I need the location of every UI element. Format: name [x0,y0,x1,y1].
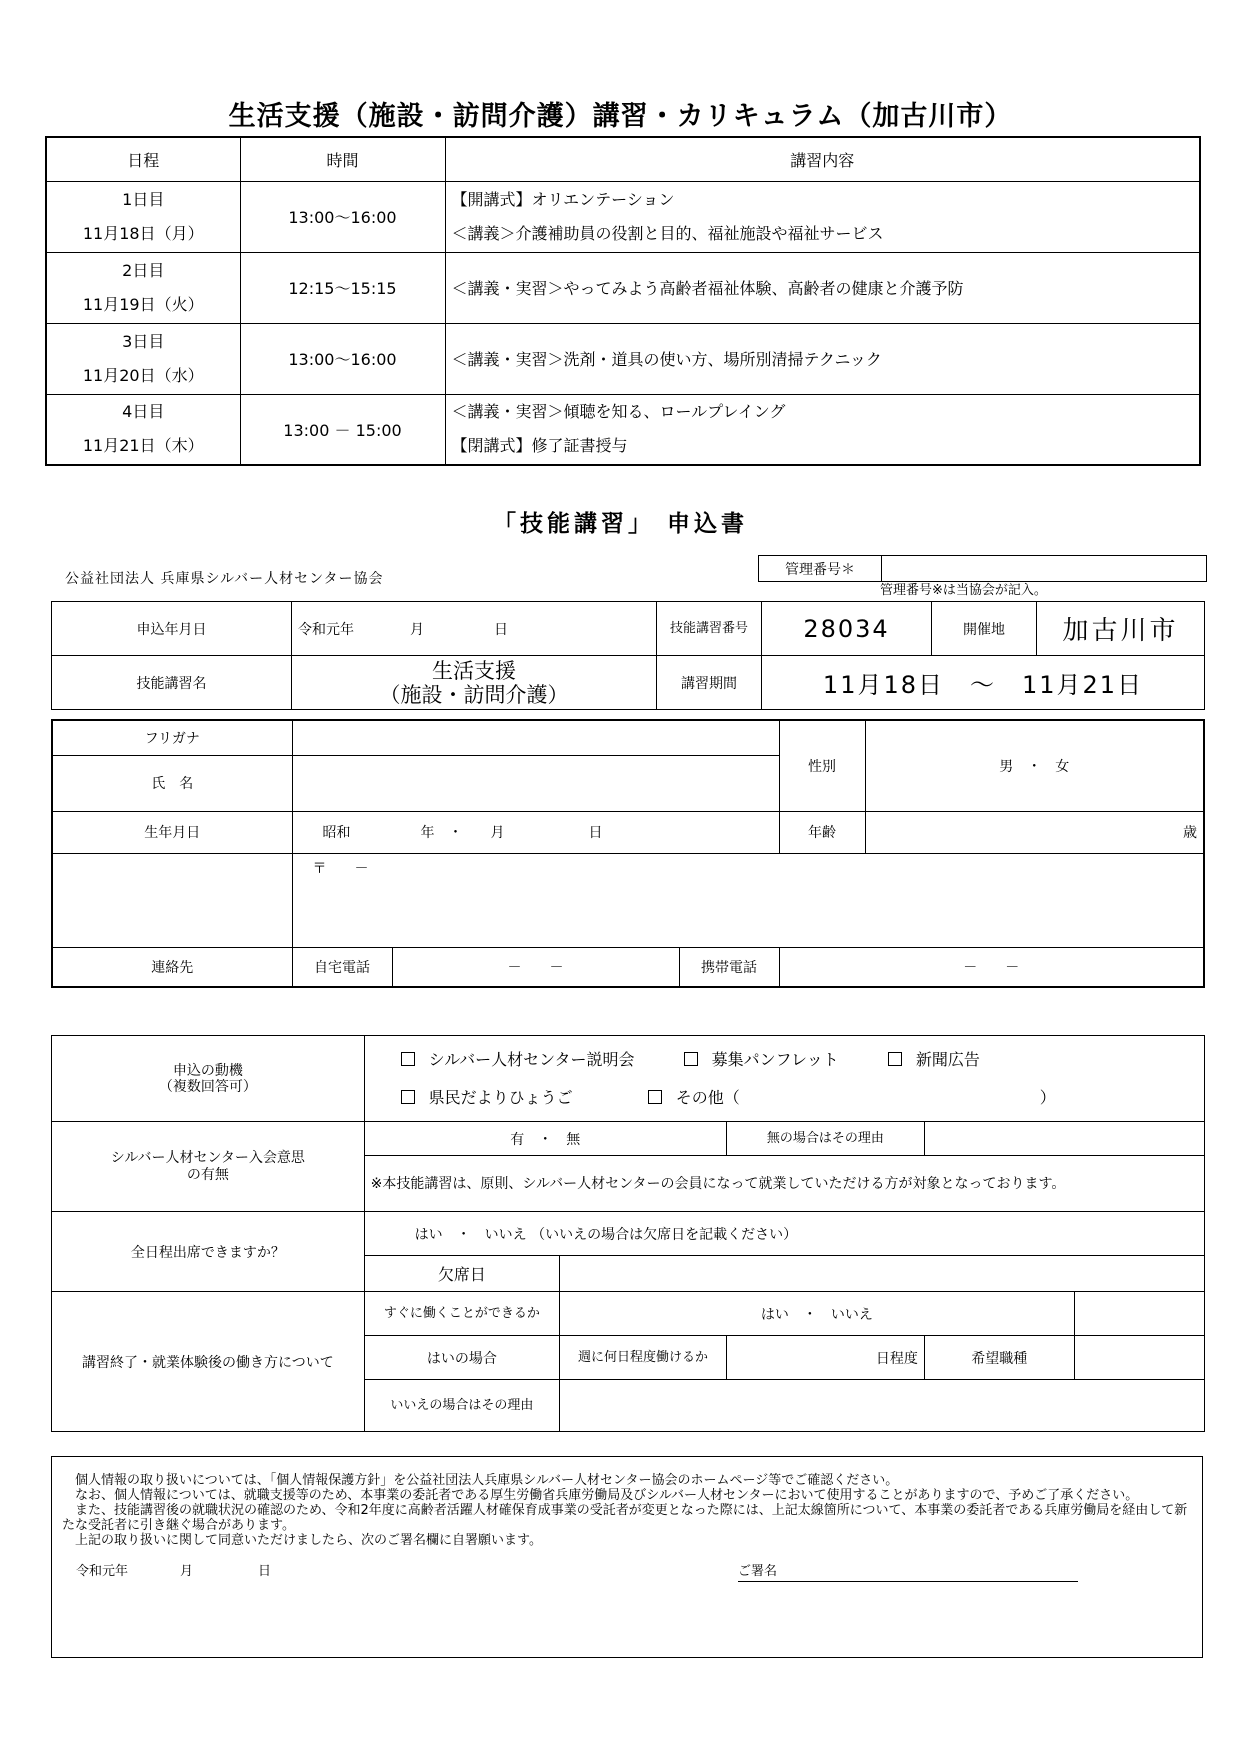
work-now-select[interactable]: はい ・ いいえ [560,1292,1075,1336]
contact-label: 連絡先 [52,947,292,987]
header-time: 時間 [240,137,445,181]
organization-name: 公益社団法人 兵庫県シルバー人材センター協会 [65,571,384,587]
management-number-label: 管理番号＊ [759,556,882,582]
consent-date-field[interactable]: 令和元年 月 日 [76,1564,272,1579]
venue: 加古川市 [1037,602,1205,656]
day: 1日目 [122,189,165,209]
content-line: ＜講義・実習＞やってみよう高齢者福祉体験、高齢者の健康と介護予防 [445,252,1200,323]
management-number-note: 管理番号※は当協会が記入。 [880,583,1047,598]
option-newspaper: 新聞広告 [915,1049,980,1069]
course-name: 生活支援 [432,658,516,683]
content-line: ＜講義・実習＞傾聴を知る、ロールプレイング [451,402,786,422]
absent-day-label: 欠席日 [364,1256,559,1292]
date: 11月18日（月） [82,223,204,243]
signature-label: ご署名 [738,1564,778,1579]
mobile-phone-label: 携帯電話 [679,947,779,987]
date: 11月19日（火） [82,294,204,314]
motivation-label-sub: （複数回答可） [158,1078,257,1095]
name-field[interactable] [292,755,779,811]
curriculum-header-row [46,137,1200,181]
option-prefecture-news: 県民だよりひょうご [428,1087,573,1107]
work-now-extra-field[interactable] [1074,1292,1204,1336]
join-reason-field[interactable] [924,1122,1204,1156]
time: 13:00～16:00 [240,323,445,394]
join-intent-select[interactable]: 有 ・ 無 [364,1122,726,1156]
apply-date-field[interactable]: 令和元年 月 日 [292,602,657,656]
birth-field[interactable]: 昭和 年 ・ 月 日 [292,811,779,853]
sex-label: 性別 [779,720,865,811]
checkbox-other[interactable] [648,1090,662,1104]
curriculum-row [46,252,1200,323]
day: 2日目 [122,260,165,280]
time: 13:00 － 15:00 [240,394,445,465]
curriculum-row [46,394,1200,465]
address-field[interactable] [292,883,1204,947]
join-intent-label-sub: の有無 [186,1166,229,1183]
venue-label: 開催地 [932,602,1037,656]
curriculum-row [46,323,1200,394]
course-name-label: 技能講習名 [52,656,292,710]
if-no-label: いいえの場合はその理由 [364,1380,559,1432]
job-wish-label: 希望職種 [924,1336,1074,1380]
postal-code-field[interactable]: 〒 － [292,853,1204,883]
date: 11月21日（木） [82,436,204,456]
content-line: ＜講義・実習＞洗剤・道具の使い方、場所別清掃テクニック [445,323,1200,394]
home-phone-field[interactable]: － － [392,947,679,987]
join-reason-label: 無の場合はその理由 [726,1122,924,1156]
date: 11月20日（水） [82,365,204,385]
course-name-sub: （施設・訪問介護） [379,682,569,707]
option-seminar: シルバー人材センター説明会 [428,1049,635,1069]
privacy-paragraph: また、技能講習後の就職状況の確認のため、令和2年度に高齢者活躍人材確保育成事業の受託者が変更となった際には、上記太線箇所について、本事業の委託者である兵庫労働局を経由して新たな受託者に引き継ぐ場合があります。 [62,1503,1188,1533]
form-title: 「技能講習」 申込書 [492,511,748,537]
day: 4日目 [122,402,165,422]
checkbox-seminar[interactable] [401,1052,415,1066]
privacy-paragraph: 上記の取り扱いに関して同意いただけましたら、次のご署名欄に自署願います。 [62,1533,542,1548]
apply-date-label: 申込年月日 [52,602,292,656]
checkbox-prefecture-news[interactable] [401,1090,415,1104]
motivation-label: 申込の動機 [172,1062,243,1079]
absent-day-field[interactable] [560,1256,1205,1292]
time: 13:00～16:00 [240,181,445,252]
if-yes-label: はいの場合 [364,1336,559,1380]
curriculum-title: 生活支援（施設・訪問介護）講習・カリキュラム（加古川市） [228,101,1013,132]
option-pamphlet: 募集パンフレット [711,1049,839,1069]
content-line: 【閉講式】修了証書授与 [451,436,628,456]
sex-select[interactable]: 男 ・ 女 [865,720,1204,811]
curriculum-row [46,181,1200,252]
attendance-label: 全日程出席できますか？ [52,1212,365,1292]
option-other-close: ） [1039,1087,1056,1107]
personal-info-table [51,719,1205,988]
curriculum-table [45,136,1201,466]
name-label: 氏 名 [52,755,292,811]
day: 3日目 [122,331,165,351]
application-details-table [51,1035,1205,1432]
period-label: 講習期間 [657,656,762,710]
work-now-label: すぐに働くことができるか [364,1292,559,1336]
privacy-paragraph: なお、個人情報については、就職支援等のため、本事業の委託者である厚生労働省兵庫労働局及びシルバー人材センターにおいて使用することがありますので、予めご了承ください。 [62,1488,1139,1503]
header-schedule: 日程 [46,137,240,181]
after-course-label: 講習終了・就業体験後の働き方について [52,1292,365,1432]
course-number: 28034 [762,602,932,656]
home-phone-label: 自宅電話 [292,947,392,987]
join-intent-label: シルバー人材センター入会意思 [110,1149,305,1166]
furigana-field[interactable] [292,720,779,755]
address-label [52,853,292,947]
job-wish-field[interactable] [1074,1336,1204,1380]
attendance-select[interactable]: はい ・ いいえ （いいえの場合は欠席日を記載ください） [364,1212,1204,1256]
course-number-label: 技能講習番号 [657,602,762,656]
management-number-box [758,555,1207,582]
checkbox-pamphlet[interactable] [684,1052,698,1066]
time: 12:15～15:15 [240,252,445,323]
management-number-field[interactable] [882,556,1207,582]
if-no-reason-field[interactable] [560,1380,1205,1432]
furigana-label: フリガナ [52,720,292,755]
privacy-paragraph: 個人情報の取り扱いについては、「個人情報保護方針」を公益社団法人兵庫県シルバー人材センター協会のホームページ等でご確認ください。 [62,1473,899,1488]
privacy-notice [51,1456,1203,1658]
days-per-week-field[interactable]: 日程度 [726,1336,924,1380]
days-per-week-label: 週に何日程度働けるか [560,1336,727,1380]
signature-field[interactable] [738,1581,1078,1582]
age-label: 年齢 [779,811,865,853]
course-period: 11月18日 ～ 11月21日 [762,656,1205,710]
content-line: 【開講式】オリエンテーション [451,189,675,209]
birth-label: 生年月日 [52,811,292,853]
join-note: ※本技能講習は、原則、シルバー人材センターの会員になって就業していただける方が対象となっております。 [364,1156,1204,1212]
mobile-phone-field[interactable]: － － [779,947,1204,987]
header-content: 講習内容 [445,137,1200,181]
age-field[interactable]: 歳 [865,811,1204,853]
checkbox-newspaper[interactable] [888,1052,902,1066]
option-other: その他（ [675,1087,740,1107]
content-line: ＜講義＞介護補助員の役割と目的、福祉施設や福祉サービス [451,223,884,243]
course-info-table [51,601,1205,710]
